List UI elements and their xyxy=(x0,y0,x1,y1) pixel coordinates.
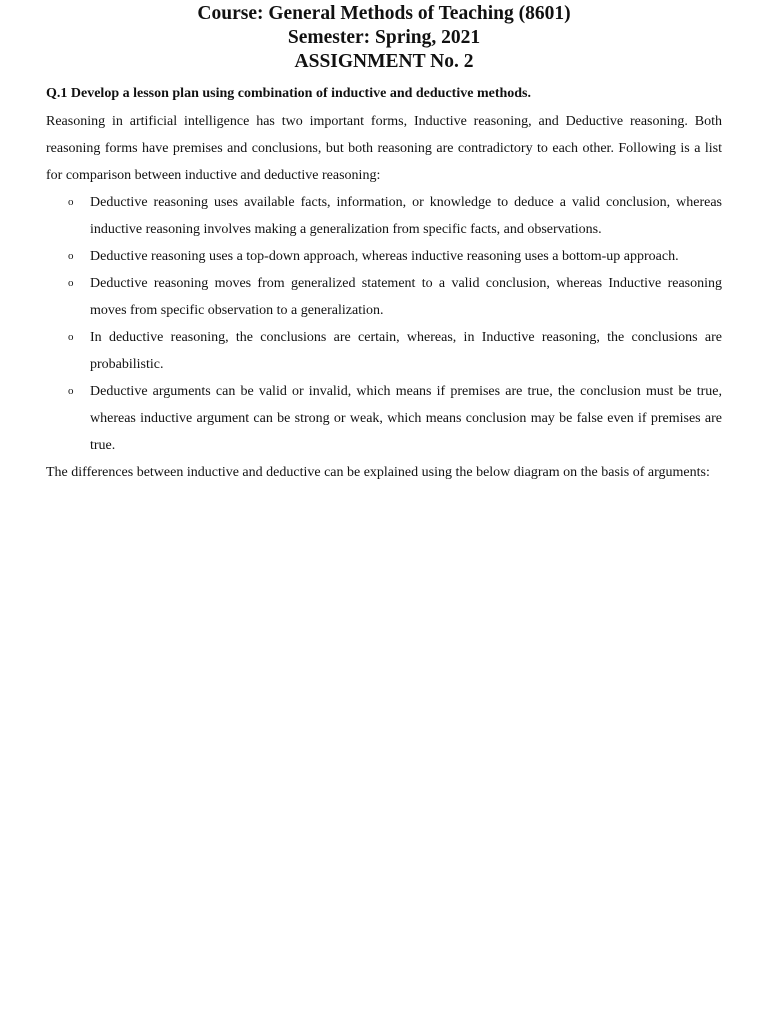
list-item-text: Deductive reasoning uses a top-down approach, whereas inductive reasoning uses a bottom-up approach. xyxy=(90,249,679,264)
document-header xyxy=(46,0,722,74)
list-item xyxy=(46,189,722,243)
question-heading: Q.1 Develop a lesson plan using combination of inductive and deductive methods. xyxy=(46,86,532,101)
circle-bullet-icon: o xyxy=(68,277,74,289)
circle-bullet-icon: o xyxy=(68,250,74,262)
list-item-text: Deductive reasoning uses available facts, information, or knowledge to deduce a valid conclusion, whereas inductive reasoning involves making a generalization from specific facts, and observations. xyxy=(90,195,722,237)
list-item xyxy=(46,324,722,378)
list-item xyxy=(46,270,722,324)
intro-paragraph: Reasoning in artificial intelligence has two important forms, Inductive reasoning, and Deductive reasoning. Both reasoning forms have premises and conclusions, but both reasoning are contradictory to each other. Following is a list for comparison between inductive and deductive reasoning: xyxy=(46,114,722,183)
comparison-list xyxy=(46,189,722,459)
list-item-text: Deductive arguments can be valid or invalid, which means if premises are true, the conclusion must be true, whereas inductive argument can be strong or weak, which means conclusion may be false even if premises are true. xyxy=(90,384,722,453)
circle-bullet-icon: o xyxy=(68,196,74,208)
closing-paragraph: The differences between inductive and deductive can be explained using the below diagram on the basis of arguments: xyxy=(46,465,710,480)
circle-bullet-icon: o xyxy=(68,385,74,397)
course-title: Course: General Methods of Teaching (8601) xyxy=(197,3,571,24)
document-page xyxy=(46,0,722,486)
assignment-title: ASSIGNMENT No. 2 xyxy=(294,51,474,72)
list-item-text: Deductive reasoning moves from generalized statement to a valid conclusion, whereas Inductive reasoning moves from specific observation to a generalization. xyxy=(90,276,722,318)
semester-title: Semester: Spring, 2021 xyxy=(287,27,481,48)
list-item xyxy=(46,378,722,459)
list-item-text: In deductive reasoning, the conclusions are certain, whereas, in Inductive reasoning, the conclusions are probabilistic. xyxy=(90,330,722,372)
circle-bullet-icon: o xyxy=(68,331,74,343)
list-item xyxy=(46,243,722,270)
